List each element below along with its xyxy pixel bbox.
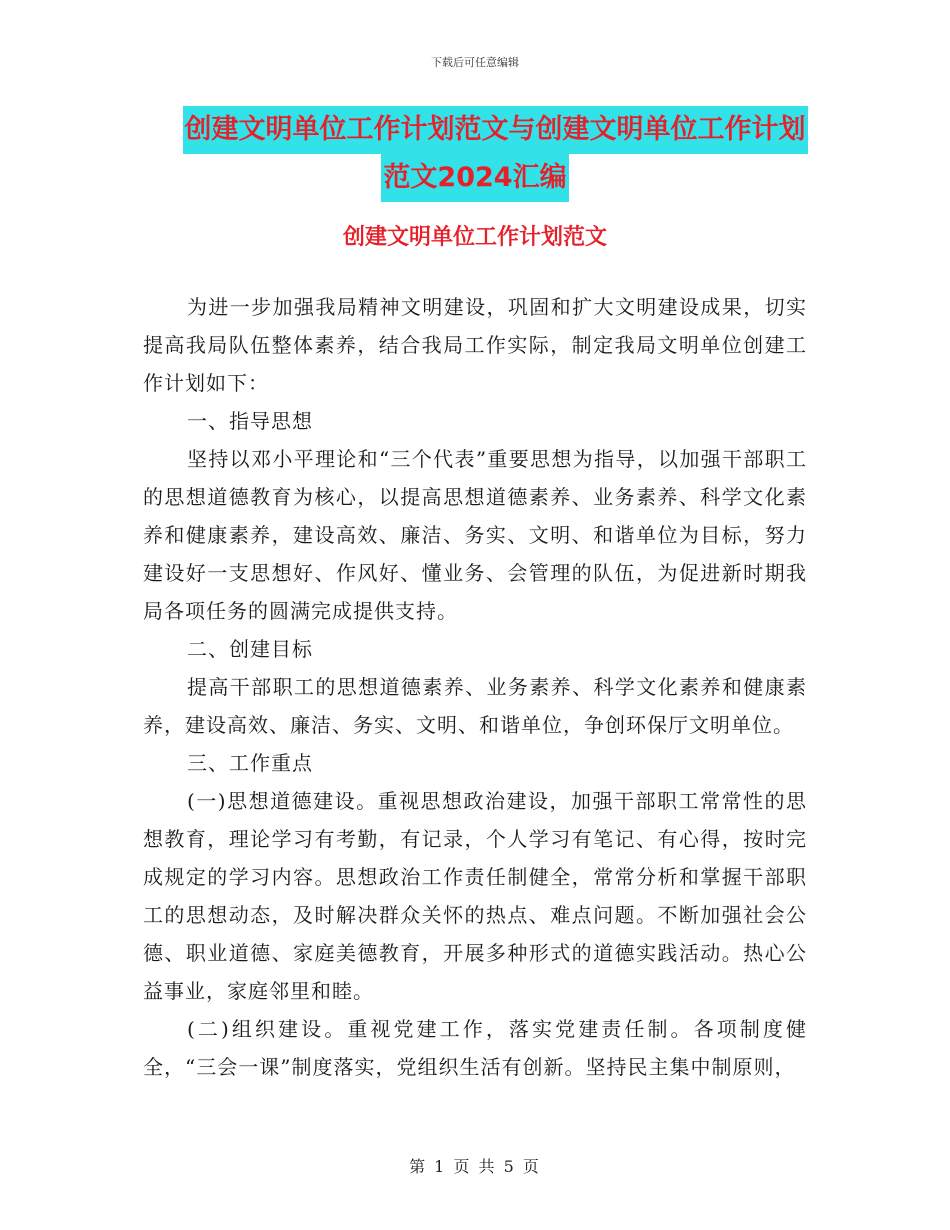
page-header: 下载后可任意编辑	[431, 56, 519, 69]
ideological-moral-paragraph: (一)思想道德建设。重视思想政治建设，加强干部职工常常性的思想教育，理论学习有考勤，有记录，个人学习有笔记、有心得，按时完成规定的学习内容。思想政治工作责任制健全，常常分析和掌握干部职工的思想动态，及时解决群众关怀的热点、难点问题。不断加强社会公德、职业道德、家庭美德教育，开展多种形式的道德实践活动。热心公益事业，家庭邻里和睦。	[143, 789, 807, 1003]
intro-paragraph: 为进一步加强我局精神文明建设，巩固和扩大文明建设成果，切实提高我局队伍整体素养，结合我局工作实际，制定我局文明单位创建工作计划如下：	[143, 295, 807, 395]
guiding-ideology-paragraph: 坚持以邓小平理论和“三个代表”重要思想为指导，以加强干部职工的思想道德教育为核心，以提高思想道德素养、业务素养、科学文化素养和健康素养，建设高效、廉洁、务实、文明、和谐单位为目标，努力建设好一支思想好、作风好、懂业务、会管理的队伍，为促进新时期我局各项任务的圆满完成提供支持。	[143, 447, 807, 623]
creation-goals-paragraph: 提高干部职工的思想道德素养、业务素养、科学文化素养和健康素养，建设高效、廉洁、务实、文明、和谐单位，争创环保厅文明单位。	[143, 675, 807, 737]
page-footer: 第 1 页 共 5 页	[409, 1157, 541, 1176]
document-title-line-1: 创建文明单位工作计划范文与创建文明单位工作计划	[183, 106, 808, 154]
body-text	[143, 288, 807, 1086]
heading-guiding-ideology: 一、指导思想	[187, 409, 313, 433]
organization-paragraph: (二)组织建设。重视党建工作，落实党建责任制。各项制度健全，“三会一课”制度落实，党组织生活有创新。坚持民主集中制原则，	[143, 1017, 807, 1079]
heading-creation-goals: 二、创建目标	[187, 637, 313, 661]
heading-work-focus: 三、工作重点	[187, 751, 313, 775]
document-title	[0, 106, 950, 202]
section-title: 创建文明单位工作计划范文	[342, 225, 607, 250]
document-title-line-2: 范文2024汇编	[381, 154, 568, 202]
